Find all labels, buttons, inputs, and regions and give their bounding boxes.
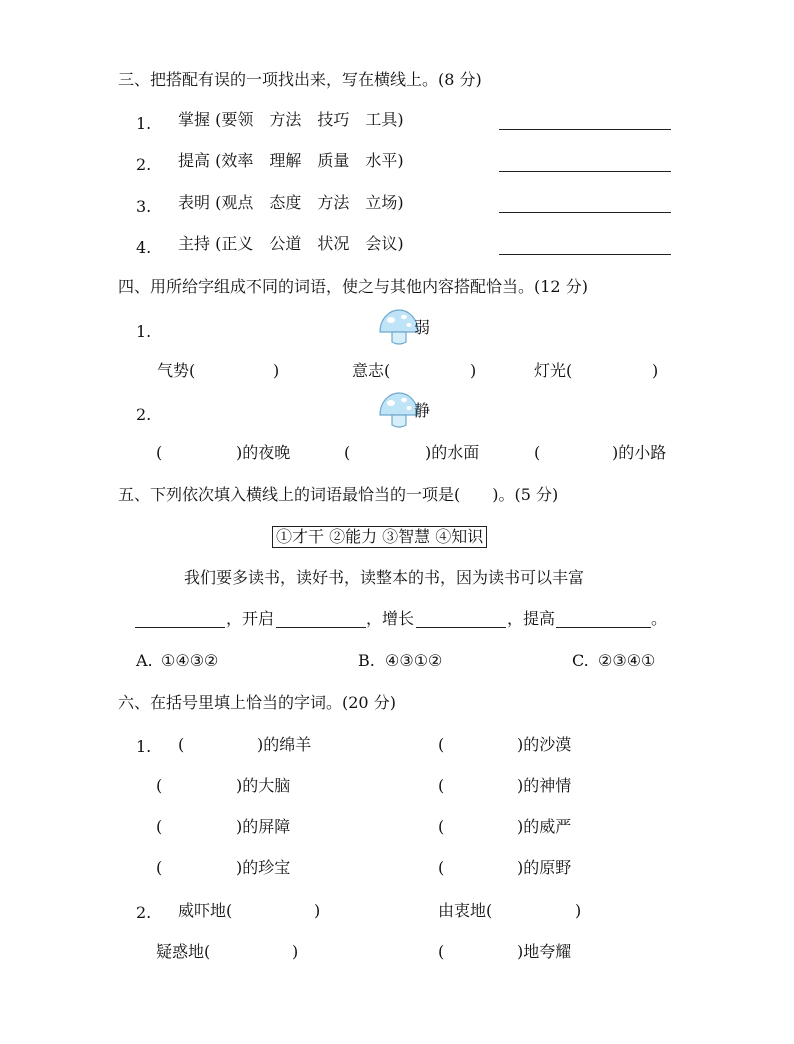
s5-choice-c-value: ②③④① <box>598 651 656 670</box>
s4-q1-c-close: ) <box>652 361 659 380</box>
s4-q1-a-close: ) <box>273 361 280 380</box>
s5-sentence: 我们要多读书，读好书，读整本的书，因为读书可以丰富 <box>184 568 585 587</box>
s6-right-4-close: )的原野 <box>517 858 572 877</box>
s6-right-1-open: ( <box>438 735 445 754</box>
s6-q1-num: 1. <box>136 737 152 756</box>
s5-fill-line-1[interactable] <box>135 627 225 628</box>
s3-item-1-num: 1. <box>136 114 152 133</box>
section-4-heading: 四、用所给字组成不同的词语，使之与其他内容搭配恰当。(12 分) <box>118 277 588 296</box>
s6-left-1-open: ( <box>178 735 185 754</box>
s3-item-1-text: 掌握 (要领 方法 技巧 工具) <box>178 110 404 129</box>
s4-q2-a-close: )的夜晚 <box>236 443 291 462</box>
s4-q2-num: 2. <box>136 405 152 424</box>
s4-q2-char: 静 <box>414 401 431 420</box>
section-6-heading: 六、在括号里填上恰当的字词。(20 分) <box>118 693 396 712</box>
s4-q2-b-close: )的水面 <box>425 443 480 462</box>
s4-q1-num: 1. <box>136 322 152 341</box>
s4-q1-char: 弱 <box>414 318 431 337</box>
s6-right-2-open: ( <box>438 776 445 795</box>
s3-item-2-num: 2. <box>136 155 152 174</box>
s3-answer-line-1[interactable] <box>499 129 671 130</box>
s4-q2-b-open: ( <box>344 443 351 462</box>
s6-q2-a-close: ) <box>314 901 321 920</box>
s3-item-4-num: 4. <box>136 238 152 257</box>
section-5-heading: 五、下列依次填入横线上的词语最恰当的一项是( )。(5 分) <box>118 485 559 504</box>
s5-fill-text-2: ，增长 <box>366 609 415 628</box>
s4-q1-b-label: 意志( <box>352 361 391 380</box>
s5-choice-a-value: ①④③② <box>161 651 219 670</box>
s4-q2-a-open: ( <box>156 443 163 462</box>
s5-choice-a-label[interactable]: A. <box>136 651 153 670</box>
s6-right-4-open: ( <box>438 858 445 877</box>
s5-choice-b-label[interactable]: B. <box>358 651 375 670</box>
s5-fill-line-4[interactable] <box>556 627 651 628</box>
s5-choice-b-value: ④③①② <box>385 651 443 670</box>
s3-item-2-text: 提高 (效率 理解 质量 水平) <box>178 151 404 170</box>
s6-left-1-close: )的绵羊 <box>257 735 312 754</box>
s5-fill-text-3: ，提高 <box>507 609 556 628</box>
s6-left-4-open: ( <box>156 858 163 877</box>
s3-answer-line-2[interactable] <box>499 171 671 172</box>
s3-item-4-text: 主持 (正义 公道 状况 会议) <box>178 234 404 253</box>
s6-left-3-open: ( <box>156 817 163 836</box>
s3-item-3-num: 3. <box>136 197 152 216</box>
s3-answer-line-3[interactable] <box>499 212 671 213</box>
s4-q1-b-close: ) <box>470 361 477 380</box>
s5-choice-c-label[interactable]: C. <box>572 651 589 670</box>
s6-q2-b-label: 由衷地( <box>438 901 493 920</box>
s6-q2-num: 2. <box>136 903 152 922</box>
s5-fill-end: 。 <box>651 609 668 628</box>
s6-q2-c-close: ) <box>292 942 299 961</box>
s6-left-4-close: )的珍宝 <box>236 858 291 877</box>
s5-fill-line-3[interactable] <box>416 627 506 628</box>
s3-item-3-text: 表明 (观点 态度 方法 立场) <box>178 193 404 212</box>
s6-right-3-open: ( <box>438 817 445 836</box>
s6-left-3-close: )的屏障 <box>236 817 291 836</box>
section-3-heading: 三、把搭配有误的一项找出来，写在横线上。(8 分) <box>118 70 482 89</box>
s4-q1-c-label: 灯光( <box>534 361 573 380</box>
s5-fill-line-2[interactable] <box>276 627 366 628</box>
s4-q2-c-close: )的小路 <box>612 443 667 462</box>
s3-answer-line-4[interactable] <box>499 254 671 255</box>
s6-q2-a-label: 威吓地( <box>178 901 233 920</box>
s6-right-3-close: )的威严 <box>517 817 572 836</box>
s5-options-box: ①才干 ②能力 ③智慧 ④知识 <box>272 526 487 548</box>
s6-q2-b-close: ) <box>575 901 582 920</box>
s6-right-1-close: )的沙漠 <box>517 735 572 754</box>
s5-fill-text-1: ，开启 <box>226 609 275 628</box>
s6-right-2-close: )的神情 <box>517 776 572 795</box>
s6-q2-d-open: ( <box>438 942 445 961</box>
s4-q2-c-open: ( <box>534 443 541 462</box>
s6-q2-d-close: )地夸耀 <box>517 942 572 961</box>
s4-q1-a-label: 气势( <box>157 361 196 380</box>
s6-left-2-open: ( <box>156 776 163 795</box>
s6-left-2-close: )的大脑 <box>236 776 291 795</box>
s6-q2-c-label: 疑惑地( <box>156 942 211 961</box>
